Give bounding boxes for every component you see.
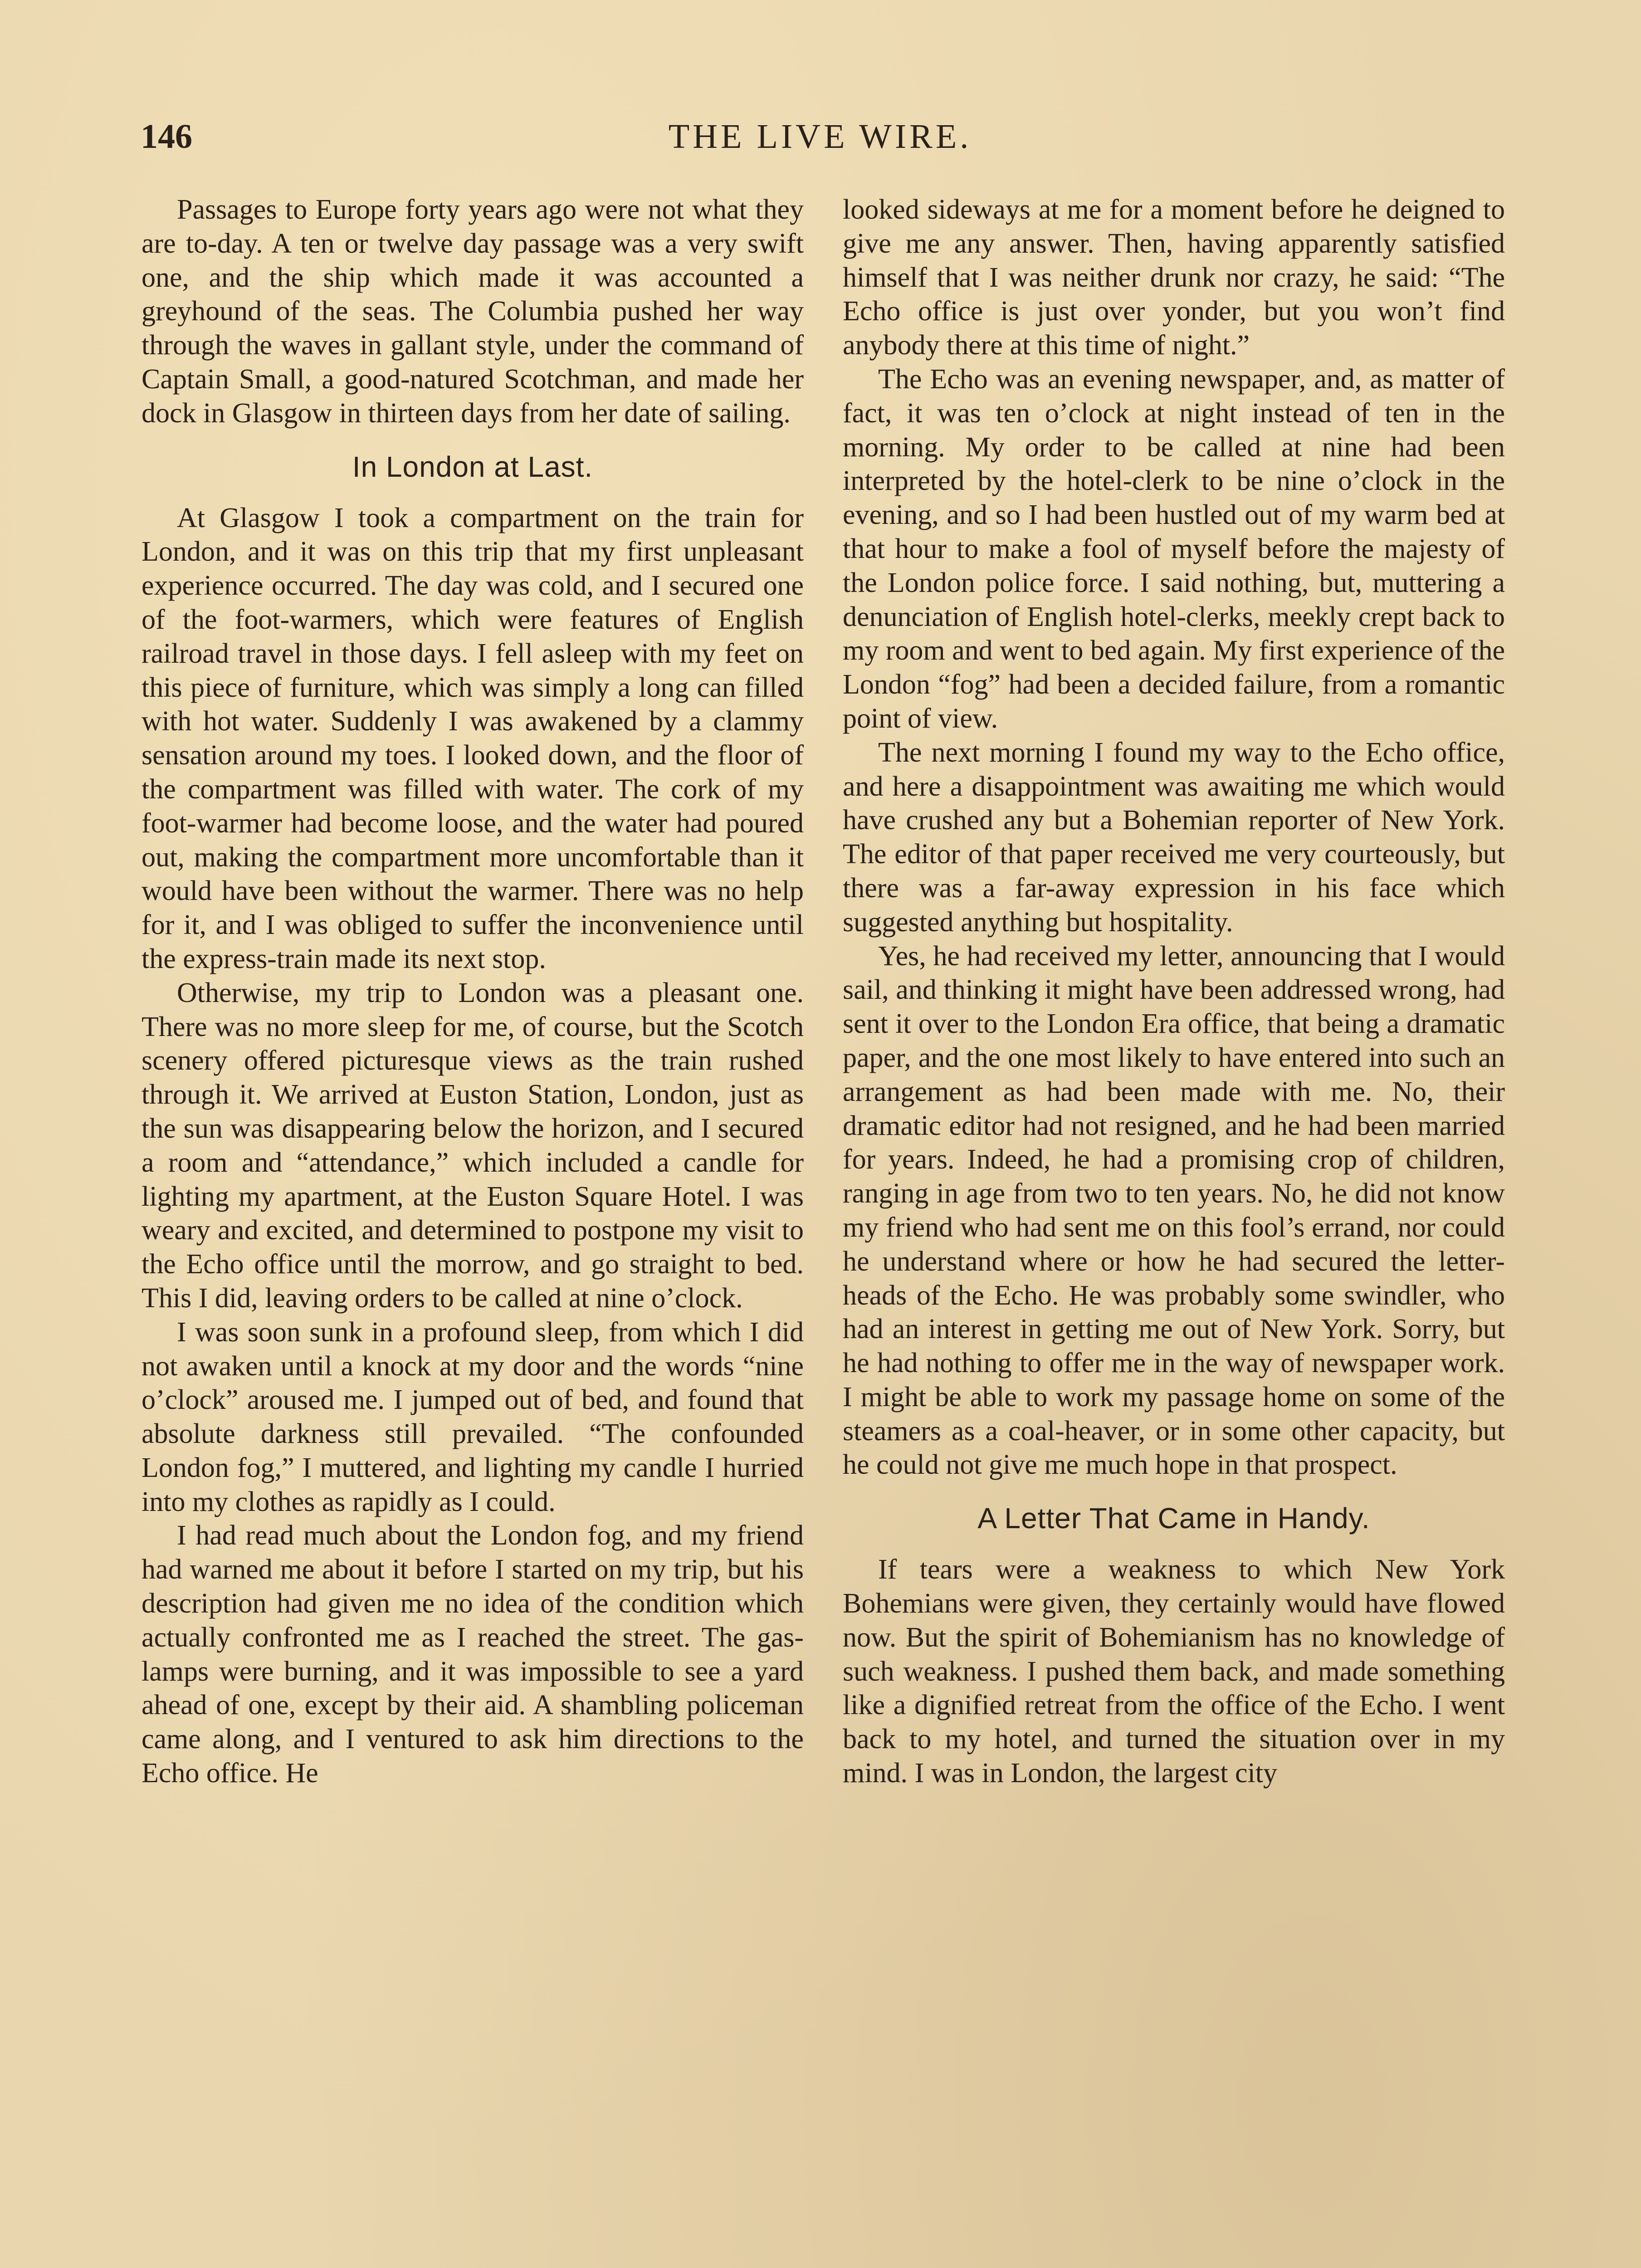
paragraph: Passages to Europe forty years ago were not what they are to-day. A ten or twelve day passage was a very swift one, and the ship which made it was accounted a greyhound of the seas. The Columbia pushed her way through the waves in gallant style, under the command of Captain Small, a good-natured Scotchman, and made her dock in Glasgow in thirteen days from her date of sailing. (142, 194, 804, 429)
paragraph: I was soon sunk in a profound sleep, from which I did not awaken until a knock at my door and the words “nine o’clock” aroused me. I jumped out of bed, and found that absolute darkness still prevailed. “The confounded London fog,” I muttered, and lighting my candle I hurried into my clothes as rapidly as I could. (142, 1316, 804, 1517)
paragraph: The Echo was an evening newspaper, and, as matter of fact, it was ten o’clock at night instead of ten in the morning. My order to be called at nine had been interpreted by the hotel-clerk to be nine o’clock in the evening, and so I had been hustled out of my warm bed at that hour to make a fool of myself before the majesty of the London police force. I said nothing, but, muttering a denunciation of English hotel-clerks, meekly crept back to my room and went to bed again. My first experience of the London “fog” had been a decided failure, from a romantic point of view. (843, 363, 1505, 734)
paragraph: The next morning I found my way to the Echo office, and here a disappointment was awaiting me which would have crushed any but a Bohemian reporter of New York. The editor of that paper received me very courteously, but there was a far-away expression in his face which suggested anything but hospitality. (843, 737, 1505, 938)
running-title: THE LIVE WIRE. (668, 117, 972, 156)
paragraph: Yes, he had received my letter, announcing that I would sail, and thinking it might have been addressed wrong, had sent it over to the London Era office, that being a dramatic paper, and the one most likely to have entered into such an arrangement as had been made with me. No, their dramatic editor had not resigned, and he had been married for years. Indeed, he had a promising crop of children, ranging in age from two to ten years. No, he did not know my friend who had sent me on this fool’s errand, nor could he understand where or how he had secured the letter-heads of the Echo. He was probably some swindler, who had an interest in getting me out of New York. Sorry, but he had nothing to offer me in the way of newspaper work. I might be able to work my passage home on some of the steamers as a coal-heaver, or in some other capacity, but he could not give me much hope in that prospect. (843, 940, 1505, 1481)
page-number: 146 (141, 117, 192, 156)
paragraph: At Glasgow I took a compartment on the train for London, and it was on this trip that my first unpleasant experience occurred. The day was cold, and I secured one of the foot-warmers, which were features of English railroad travel in those days. I fell asleep with my feet on this piece of furniture, which was simply a long can filled with hot water. Suddenly I was awakened by a clammy sensation around my toes. I looked down, and the floor of the compartment was filled with water. The cork of my foot-warmer had become loose, and the water had poured out, making the compartment more uncomfortable than it would have been without the warmer. There was no help for it, and I was obliged to suffer the inconvenience until the express-train made its next stop. (142, 502, 804, 974)
section-heading: In London at Last. (352, 450, 593, 483)
right-column (843, 193, 1505, 1790)
paragraph: looked sideways at me for a moment before he deigned to give me any answer. Then, having apparently satisfied himself that I was neither drunk nor crazy, he said: “The Echo office is just over yonder, but you won’t find anybody there at this time of night.” (843, 194, 1505, 361)
paragraph: Otherwise, my trip to London was a pleasant one. There was no more sleep for me, of course, but the Scotch scenery offered picturesque views as the train rushed through it. We arrived at Euston Station, London, just as the sun was disappearing below the horizon, and I secured a room and “attendance,” which included a candle for lighting my apartment, at the Euston Square Hotel. I was weary and excited, and determined to postpone my visit to the Echo office until the morrow, and go straight to bed. This I did, leaving orders to be called at nine o’clock. (142, 977, 804, 1314)
left-column (142, 193, 804, 1790)
page-header (141, 112, 1499, 161)
section-heading: A Letter That Came in Handy. (977, 1502, 1370, 1535)
paragraph: If tears were a weakness to which New York Bohemians were given, they certainly would have flowed now. But the spirit of Bohemianism has no knowledge of such weakness. I pushed them back, and made something like a dignified retreat from the office of the Echo. I went back to my hotel, and turned the situation over in my mind. I was in London, the largest city (843, 1554, 1505, 1789)
paragraph: I had read much about the London fog, and my friend had warned me about it before I started on my trip, but his description had given me no idea of the condition which actually confronted me as I reached the street. The gas-lamps were burning, and it was impossible to see a yard ahead of one, except by their aid. A shambling policeman came along, and I ventured to ask him directions to the Echo office. He (142, 1520, 804, 1789)
